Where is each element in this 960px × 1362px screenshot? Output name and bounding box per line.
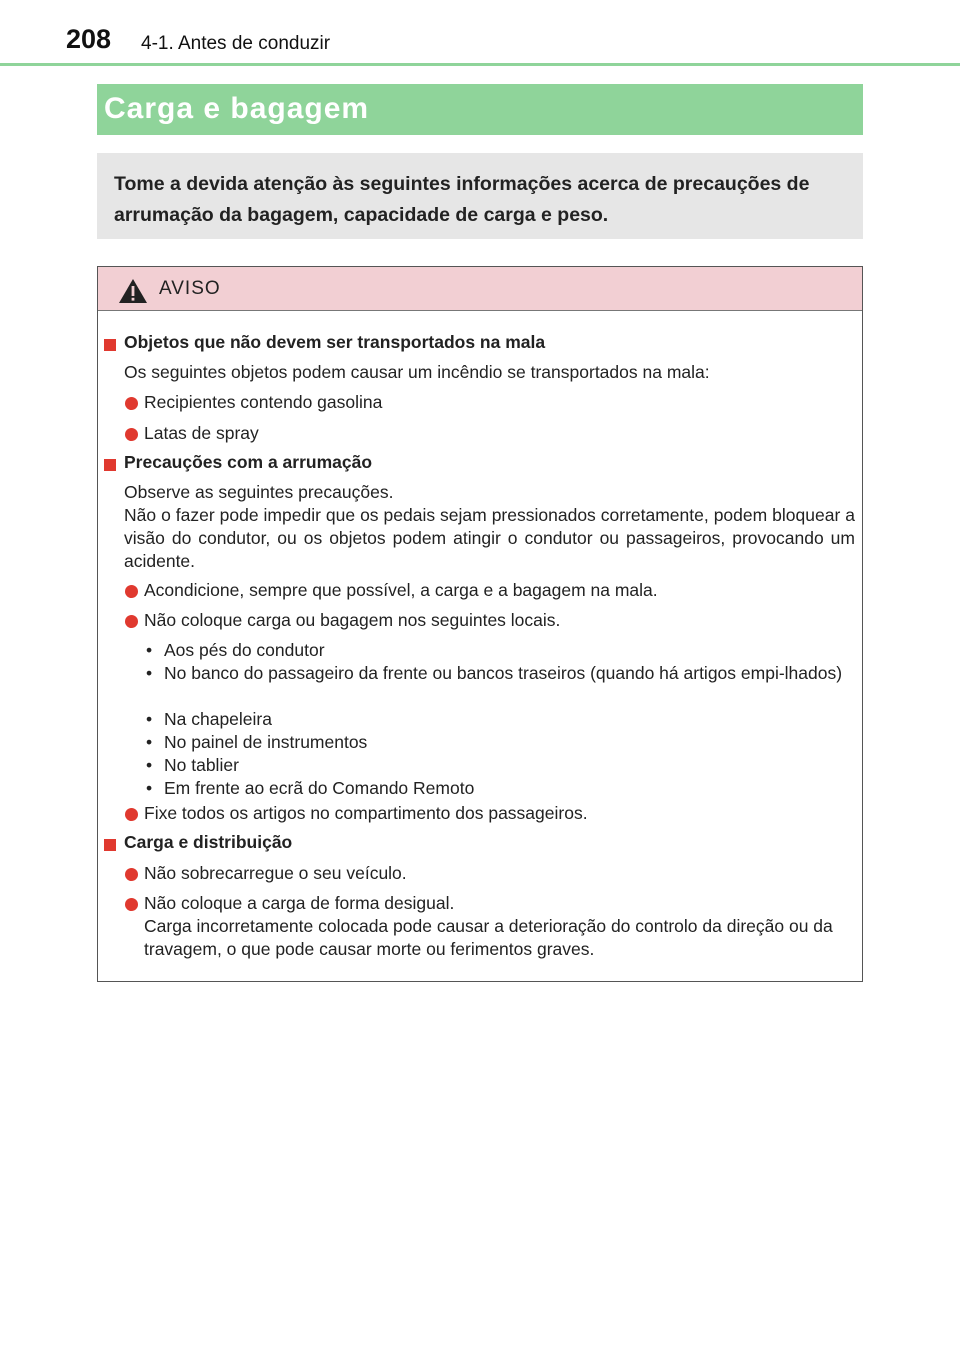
section-heading-3: Carga e distribuição [124,832,293,852]
section-square-icon [104,459,116,471]
page-number: 208 [66,24,112,54]
list-item: Não coloque a carga de forma desigual. [144,893,455,913]
bullet-dot-icon [125,898,138,911]
bullet-dot-icon [125,428,138,441]
warning-triangle-icon [118,278,148,304]
section-square-icon [104,339,116,351]
intro-box [97,153,863,239]
warning-box: AVISO Objetos que não devem ser transportados na mala Os seguintes objetos podem causar um incêndio se transportados na mala: Recipientes contendo gasolina Latas de spray Precauções com a arrumação Observe as seguintes precauções. Não o fazer pode impedir que os pedais sejam pressionados corretamente, podem bloquear a visão do condutor, ou os objetos podem atingir o condutor ou passageiros, provocando um acidente. Acondicione, sempre que possível, a carga e a bagagem na mala. Não coloque carga ou bagagem nos seguintes locais. • Aos pés do condutor • No banco do passageiro da frente ou bancos traseiros (quando há artigos empi-lhados) • Na chapeleira • No painel de instrumentos • No tablier • Em frente ao ecrã do Comando Remoto Fixe todos os artigos no compartimento dos passageiros. Carga e distribuição Não sobrecarregue o seu veículo. Não coloque a carga de forma desigual. Carga incorretamente colocada pode causar a deterioração do controlo da direção ou da travagem, o que pode causar morte ou ferimentos graves. [97,266,863,982]
page-title: Carga e bagagem [104,92,370,125]
bullet-dot-icon [125,808,138,821]
section-text-2b: Não o fazer pode impedir que os pedais sejam pressionados corretamente, podem bloquear a visão do condutor, ou os objetos podem atingir o condutor ou passageiros, provocando um acidente. [124,505,855,571]
section-heading-1: Objetos que não devem ser transportados na mala [124,332,546,352]
section-square-icon [104,839,116,851]
warning-label: AVISO [159,278,221,299]
list-item: Fixe todos os artigos no compartimento dos passageiros. [144,803,588,823]
warning-header [98,267,862,311]
section-heading-2: Precauções com a arrumação [124,452,373,472]
sub-list-item: Aos pés do condutor [164,640,325,660]
section-note-3: Carga incorretamente colocada pode causar a deterioração do controlo da direção ou da travagem, o que pode causar morte ou ferimentos graves. [144,916,833,959]
page-header [0,0,960,66]
bullet-dot-icon [125,868,138,881]
sub-list-item: Na chapeleira [164,709,272,729]
list-item: Latas de spray [144,423,259,443]
bullet-dot-icon [125,615,138,628]
list-item: Acondicione, sempre que possível, a carga e a bagagem na mala. [144,580,658,600]
sub-list-item: No tablier [164,755,239,775]
list-item: Não sobrecarregue o seu veículo. [144,863,407,883]
bullet-dot-icon [125,585,138,598]
section-text-1: Os seguintes objetos podem causar um incêndio se transportados na mala: [124,362,710,382]
list-item: Não coloque carga ou bagagem nos seguintes locais. [144,610,561,630]
sub-list-item: No banco do passageiro da frente ou bancos traseiros (quando há artigos empi-lhados) [164,663,843,683]
section-text-2a: Observe as seguintes precauções. [124,482,394,502]
section-path: 4-1. Antes de conduzir [141,33,331,54]
list-item: Recipientes contendo gasolina [144,392,383,412]
bullet-dot-icon [125,397,138,410]
page-title-bar [97,84,863,135]
intro-text: Tome a devida atenção às seguintes informações acerca de precauções de arrumação da bagagem, capacidade de carga e peso. [114,173,810,226]
sub-list-item: No painel de instrumentos [164,732,368,752]
sub-list-item: Em frente ao ecrã do Comando Remoto [164,778,475,798]
